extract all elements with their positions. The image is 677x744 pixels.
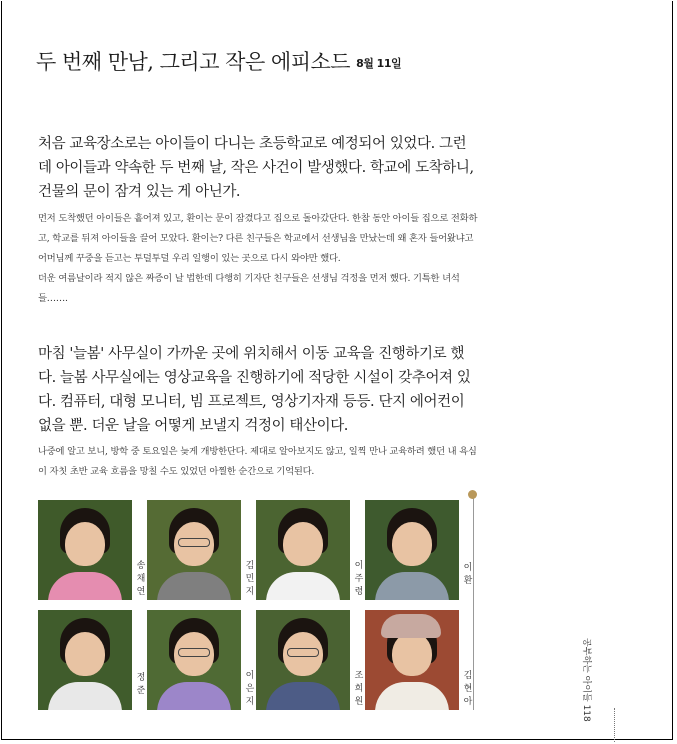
portrait-photo [38, 500, 132, 600]
page-footer [581, 638, 624, 738]
title-date: 8월 11일 [356, 57, 402, 70]
body-paragraph-1a: 먼저 도착했던 아이들은 흩어져 있고, 환이는 문이 잠겼다고 집으로 돌아갔단다. 한참 동안 아이들 집으로 전화하고, 학교를 뒤져 아이들을 끌어 모았다. 환이는? 다른 친구들은 학교에서 선생님을 만났는데 왜 혼자 들어왔냐고 어머님께 꾸중을 듣고는 투덜투덜 우리 일행이 있는 곳으로 다시 와야만 했다. [38, 213, 478, 264]
portrait-name: 송 채 연 [136, 561, 146, 597]
title-text: 두 번째 만남, 그리고 작은 에피소드 [36, 50, 351, 74]
body-paragraph-1 [38, 209, 478, 309]
portrait-photo [256, 500, 350, 600]
portrait-name: 김 민 지 [245, 561, 255, 597]
body-paragraph-2 [38, 442, 478, 482]
portrait-name: 조 희 원 [354, 671, 364, 707]
body-paragraph-2a: 나중에 알고 보니, 방학 중 토요일은 늦게 개방한단다. 제대로 알아보지도 않고, 일찍 만나 교육하려 했던 내 욕심이 자칫 초반 교육 흐름을 망칠 수도 있었던 아찔한 순간으로 기억된다. [38, 446, 477, 477]
portrait-photo [147, 500, 241, 600]
footer-dots [614, 708, 616, 742]
lead-paragraph-2: 마침 '늘봄' 사무실이 가까운 곳에 위치해서 이동 교육을 진행하기로 했다. 늘봄 사무실에는 영상교육을 진행하기에 적당한 시설이 갖추어져 있다. 컴퓨터, 대형 모니터, 빔 프로젝트, 영상기자재 등등. 단지 에어컨이 없을 뿐. 더운 날을 어떻게 보낼지 걱정이 태산이다. [38, 346, 471, 434]
body-paragraph-1b: 더운 여름날이라 적지 않은 짜증이 날 법한데 다행히 기자단 친구들은 선생님 걱정을 먼저 했다. 기특한 녀석들……. [38, 273, 460, 304]
divider-dot [468, 490, 477, 499]
divider-line [473, 495, 474, 710]
portrait-name: 김 현 아 [463, 671, 473, 707]
portrait-name: 이 환 [463, 563, 473, 586]
portrait-photo [38, 610, 132, 710]
portrait-photo [365, 610, 459, 710]
portrait-photo [365, 500, 459, 600]
portrait-photo [256, 610, 350, 710]
portrait-photo [147, 610, 241, 710]
portrait-name: 이 은 지 [245, 671, 255, 707]
page-title [36, 46, 401, 76]
portrait-name: 이 주 령 [354, 561, 364, 597]
portrait-name: 정 준 [136, 673, 146, 696]
lead-paragraph-1: 처음 교육장소로는 아이들이 다니는 초등학교로 예정되어 있었다. 그런데 아이들과 약속한 두 번째 날, 작은 사건이 발생했다. 학교에 도착하니, 건물의 문이 잠겨 있는 게 아닌가. [38, 136, 474, 200]
footer-text: 공부하는 아이들 118 [581, 638, 591, 722]
